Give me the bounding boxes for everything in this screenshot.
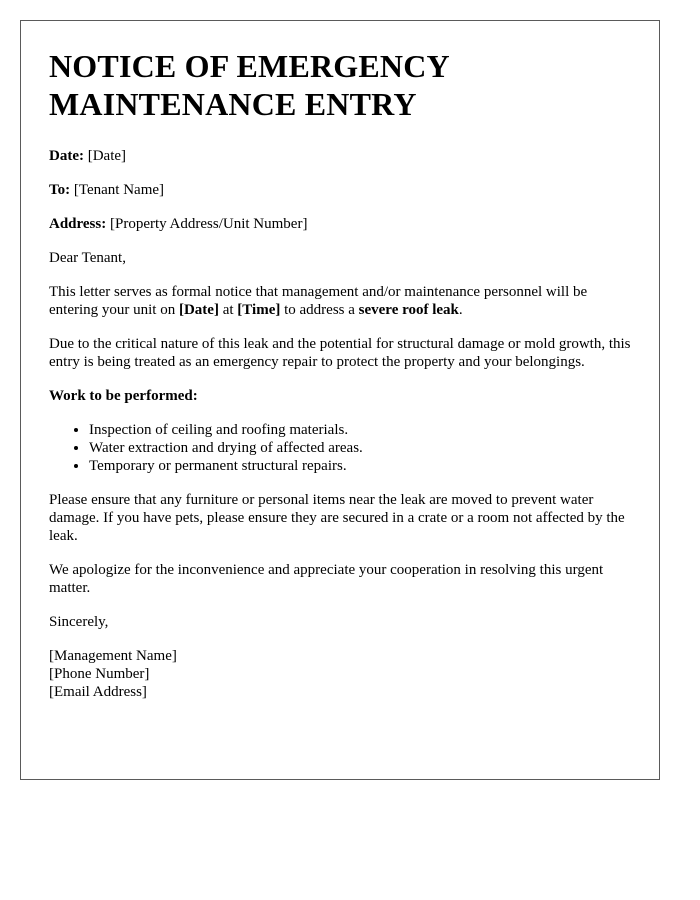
- apology-paragraph: We apologize for the inconvenience and appreciate your cooperation in resolving this urgent matter.: [49, 562, 604, 596]
- intro-text-2: at: [218, 302, 238, 318]
- to-line: [49, 181, 631, 199]
- to-value: [Tenant Name]: [73, 182, 165, 198]
- work-list: [49, 421, 631, 475]
- intro-text-3: to address a: [280, 302, 359, 318]
- date-value: [Date]: [87, 148, 127, 164]
- list-item: • Water extraction and drying of affected areas.: [89, 439, 631, 457]
- date-line: [49, 147, 631, 165]
- salutation: Dear Tenant,: [49, 250, 126, 266]
- to-label: To:: [49, 182, 71, 198]
- address-value: [Property Address/Unit Number]: [109, 216, 308, 232]
- list-item: • Inspection of ceiling and roofing materials.: [89, 421, 631, 439]
- intro-text-4: .: [458, 302, 463, 318]
- intro-issue: severe roof leak: [358, 302, 459, 318]
- signature-block: [49, 647, 631, 701]
- work-heading: [49, 387, 631, 405]
- closing: Sincerely,: [49, 614, 109, 630]
- date-label: Date:: [49, 148, 84, 164]
- instructions-paragraph: Please ensure that any furniture or personal items near the leak are moved to prevent water damage. If you have pets, please ensure they are secured in a crate or a room not affected by the leak.: [49, 492, 625, 544]
- intro-paragraph: [49, 283, 631, 319]
- signature-name: [Management Name]: [49, 648, 177, 664]
- intro-text-1: This letter serves as formal notice that management and/or maintenance personnel will be entering your unit on: [49, 284, 588, 318]
- signature-email: [Email Address]: [49, 684, 147, 700]
- intro-date: [Date]: [178, 302, 219, 318]
- reason-paragraph: Due to the critical nature of this leak and the potential for structural damage or mold growth, this entry is being treated as an emergency repair to protect the property and your belongings.: [49, 336, 631, 370]
- address-line: [49, 215, 631, 233]
- work-heading-text: Work to be performed:: [49, 388, 198, 404]
- list-item: • Temporary or permanent structural repairs.: [89, 457, 631, 475]
- signature-phone: [Phone Number]: [49, 666, 150, 682]
- address-label: Address:: [49, 216, 107, 232]
- letter-page: [20, 20, 660, 780]
- letter-title: NOTICE OF EMERGENCY MAINTENANCE ENTRY: [49, 48, 449, 122]
- intro-time: [Time]: [237, 302, 281, 318]
